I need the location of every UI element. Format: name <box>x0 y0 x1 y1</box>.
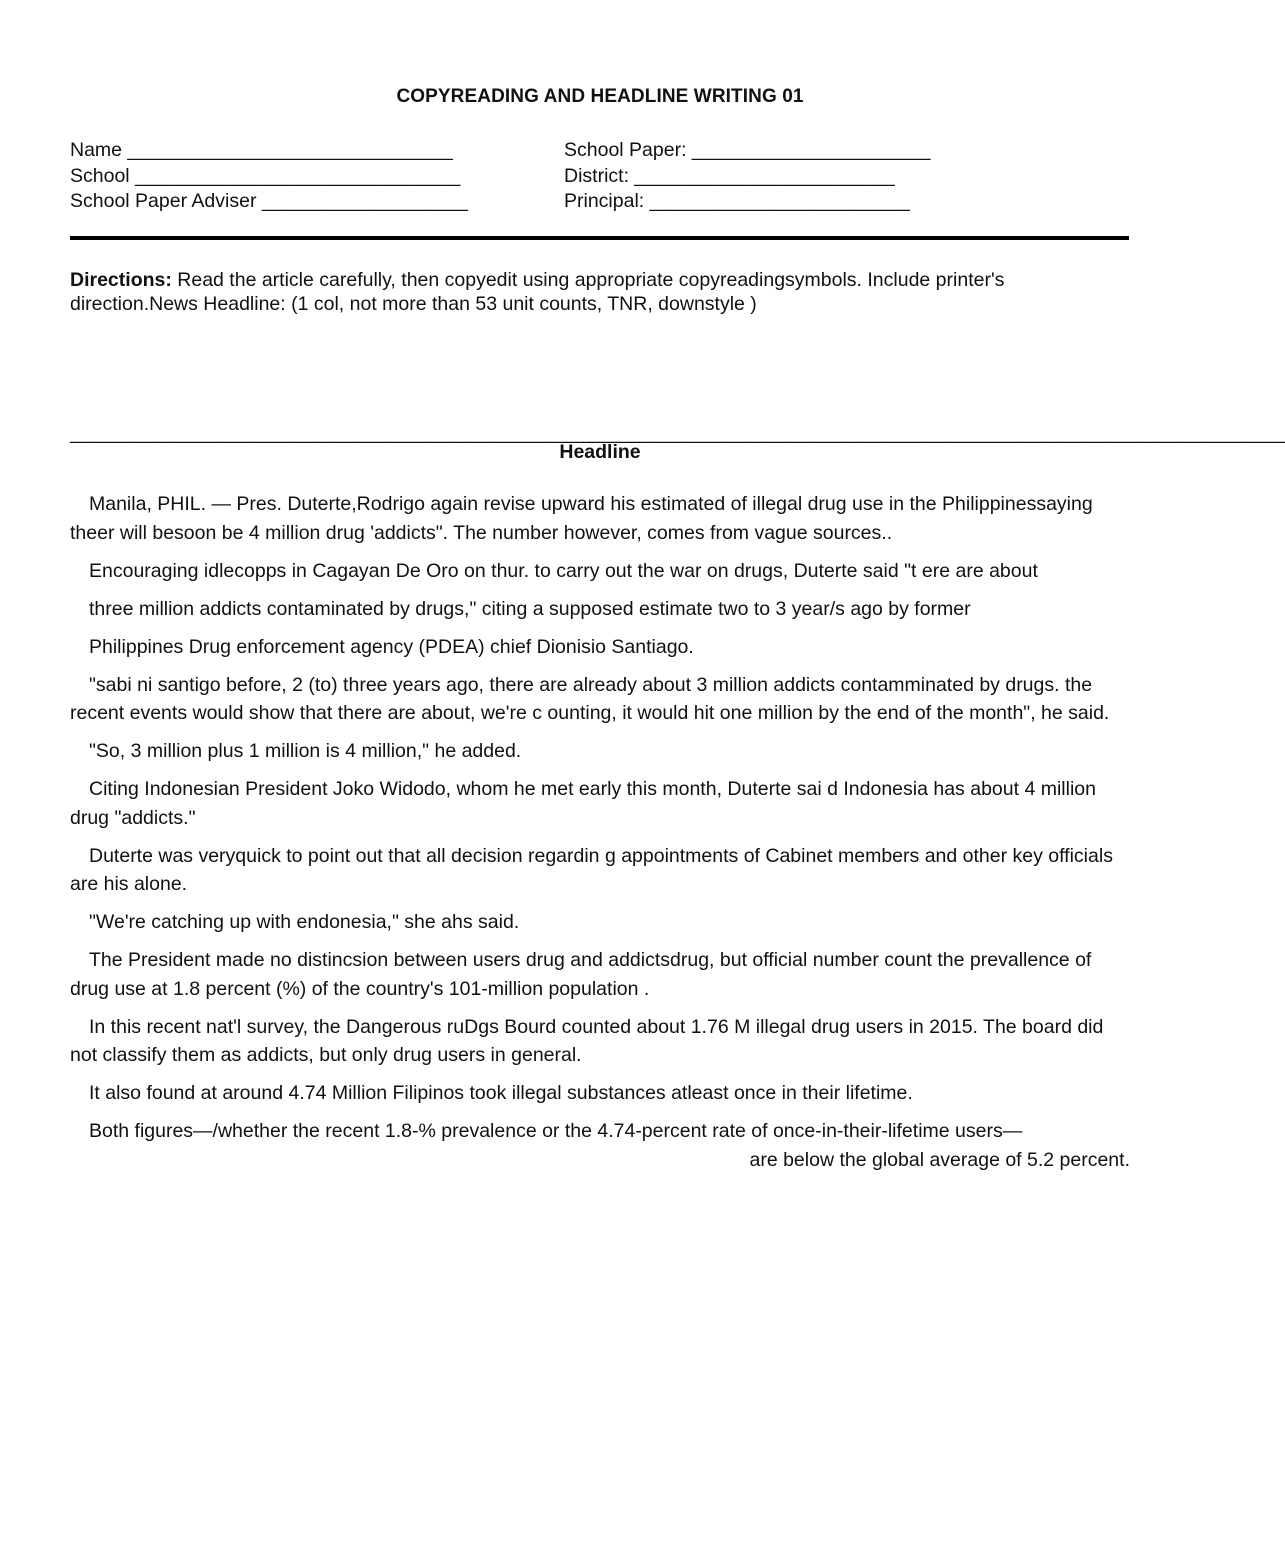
school-info-fields <box>564 138 931 215</box>
article-paragraph: In this recent nat'l survey, the Dangerous ruDgs Bourd counted about 1.76 M illegal drug users in 2015. The board did not classify them as addicts, but only drug users in general. <box>70 1015 1104 1066</box>
article-body <box>70 490 1130 1184</box>
article-paragraph: "So, 3 million plus 1 million is 4 million," he added. <box>89 740 522 762</box>
directions-text: Read the article carefully, then copyedit using appropriate copyreadingsymbols. Include printer's direction.News Headline: (1 col, not more than 53 unit counts, TNR, downstyle ) <box>70 269 1005 315</box>
article-paragraph: The President made no distincsion between users drug and addictsdrug, but official number count the prevallence of drug use at 1.8 percent (%) of the country's 101-million population . <box>70 949 1092 1000</box>
headline-blank[interactable]: ___________________________________________________________________________________________________________________ <box>70 423 1285 444</box>
article-paragraph-last-line1: Both figures—/whether the recent 1.8-% prevalence or the 4.74-percent rate of once-in-their-lifetime users— <box>89 1120 1023 1142</box>
article-paragraph-last <box>70 1117 1130 1174</box>
article-paragraph: Philippines Drug enforcement agency (PDEA) chief Dionisio Santiago. <box>89 635 694 658</box>
adviser-field[interactable]: School Paper Adviser ___________________ <box>70 190 468 212</box>
article-paragraph: Duterte was veryquick to point out that all decision regardin g appointments of Cabinet members and other key officials are his alone. <box>70 844 1113 895</box>
student-info-fields <box>70 138 468 215</box>
principal-field[interactable]: Principal: ________________________ <box>564 190 910 212</box>
headline-label: Headline <box>559 441 641 463</box>
article-paragraph: "We're catching up with endonesia," she ahs said. <box>89 911 520 933</box>
school-paper-field[interactable]: School Paper: ______________________ <box>564 139 931 161</box>
school-field[interactable]: School ______________________________ <box>70 164 461 187</box>
article-paragraph: three million addicts contaminated by drugs," citing a supposed estimate two to 3 year/s ago by former <box>89 597 971 620</box>
directions-label: Directions: <box>70 269 172 291</box>
header-divider <box>70 236 1129 240</box>
directions <box>70 268 1130 316</box>
article-paragraph: "sabi ni santigo before, 2 (to) three years ago, there are already about 3 million addicts contamminated by drugs. the recent events would show that there are about, we're c ounting, it would hit one million by the end of the month", he said. <box>70 673 1110 724</box>
district-field[interactable]: District: ________________________ <box>564 164 895 187</box>
name-field[interactable]: Name ______________________________ <box>70 139 453 161</box>
article-paragraph-last-line2: are below the global average of 5.2 percent. <box>749 1148 1130 1171</box>
article-paragraph: It also found at around 4.74 Million Filipinos took illegal substances atleast once in their lifetime. <box>89 1082 913 1104</box>
article-paragraph: Encouraging idlecopps in Cagayan De Oro on thur. to carry out the war on drugs, Duterte said "t ere are about <box>89 559 1038 582</box>
page-title: COPYREADING AND HEADLINE WRITING 01 <box>396 86 804 107</box>
article-paragraph: Citing Indonesian President Joko Widodo, whom he met early this month, Duterte sai d Indonesia has about 4 million drug "addicts." <box>70 778 1096 829</box>
article-paragraph: Manila, PHIL. — Pres. Duterte,Rodrigo again revise upward his estimated of illegal drug use in the Philippinessaying theer will besoon be 4 million drug 'addicts". The number however, comes from vague sources.. <box>70 493 1093 544</box>
